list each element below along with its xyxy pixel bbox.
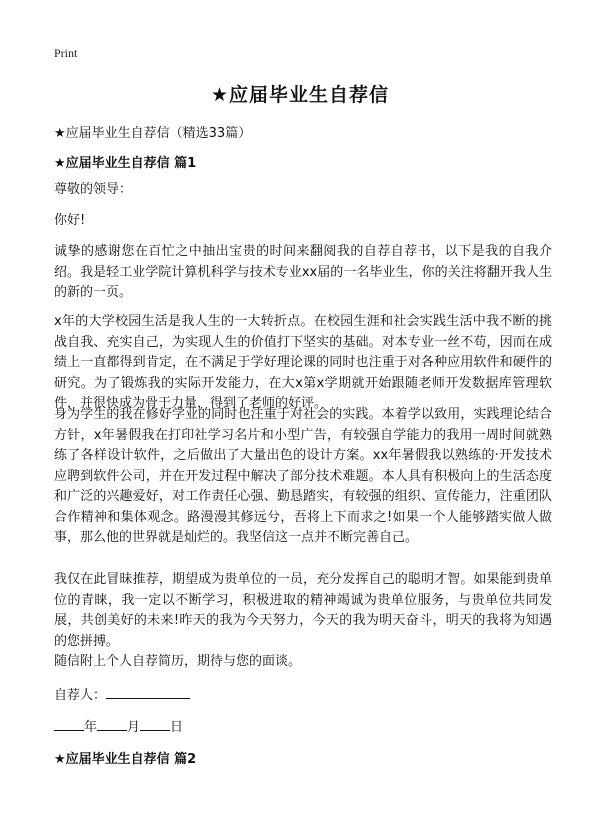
greeting: 你好! (54, 213, 86, 228)
signature-line (54, 684, 190, 706)
page-title: ★应届毕业生自荐信 (210, 84, 390, 106)
section-heading-2: ★应届毕业生自荐信 篇2 (54, 752, 197, 767)
date-month-label: 月 (127, 720, 141, 735)
paragraph-closing: 随信附上个人自荐简历，期待与您的面谈。 (54, 654, 302, 669)
paragraph-practice: 身为学生的我在修好学业的同时也注重于对社会的实践。本着学以致用，实践理论结合方针，x年暑假我在打印社学习名片和小型广告，有较强自学能力的我用一周时间就熟练了各样设计软件，之后做出了大量出色的设计方案。xx年暑假我以熟练的·开发技术应聘到软件公司，并在开发过程中解决了部分技术难题。本人具有积极向上的生活态度和广泛的兴趣爱好，对工作责任心强、勤恳踏实，有较强的组织、宣传能力，注重团队合作精神和集体观念。路漫漫其修远兮，吾将上下而求之!如果一个人能够踏实做人做事，那么他的世界就是灿烂的。我坚信这一点并不断完善自己。 (54, 407, 552, 545)
signature-blank (106, 684, 190, 699)
paragraph-recommendation: 我仅在此冒昧推荐，期望成为贵单位的一员，充分发挥自己的聪明才智。如果能到贵单位的青睐，我一定以不断学习，积极进取的精神竭诚为贵单位服务，与贵单位共同发展，共创美好的未来!昨天的我为今天努力，今天的我为明天奋斗，明天的我将为知遇的您拼搏。 (54, 572, 552, 649)
month-blank (97, 716, 127, 731)
year-blank (54, 716, 84, 731)
date-day-label: 日 (170, 720, 184, 735)
paragraph-intro: 诚挚的感谢您在百忙之中抽出宝贵的时间来翻阅我的自荐自荐书，以下是我的自我介绍。我是轻工业学院计算机科学与技术专业xx届的一名毕业生，你的关注将翻开我人生的新的一页。 (54, 244, 552, 300)
date-year-label: 年 (84, 720, 98, 735)
print-link[interactable]: Print (54, 46, 78, 60)
day-blank (140, 716, 170, 731)
salutation: 尊敬的领导： (54, 182, 133, 197)
section-heading-1: ★应届毕业生自荐信 篇1 (54, 156, 197, 171)
document-subtitle: ★应届毕业生自荐信（精选33篇） (54, 126, 252, 141)
signature-label: 自荐人： (54, 688, 107, 703)
date-line (54, 716, 183, 738)
paragraph-university: x年的大学校园生活是我人生的一大转折点。在校园生涯和社会实践生活中我不断的挑战自我、充实自己，为实现人生的价值打下坚实的基础。对本专业一丝不苟，因而在成绩上一直都得到肯定，在不满足于学好理论课的同时也注重于对各种应用软件和硬件的研究。为了锻炼我的实际开发能力，在大x第x学期就开始跟随老师开发数据库管理软件，并很快成为骨干力量，得到了老师的好评。 (54, 314, 552, 411)
